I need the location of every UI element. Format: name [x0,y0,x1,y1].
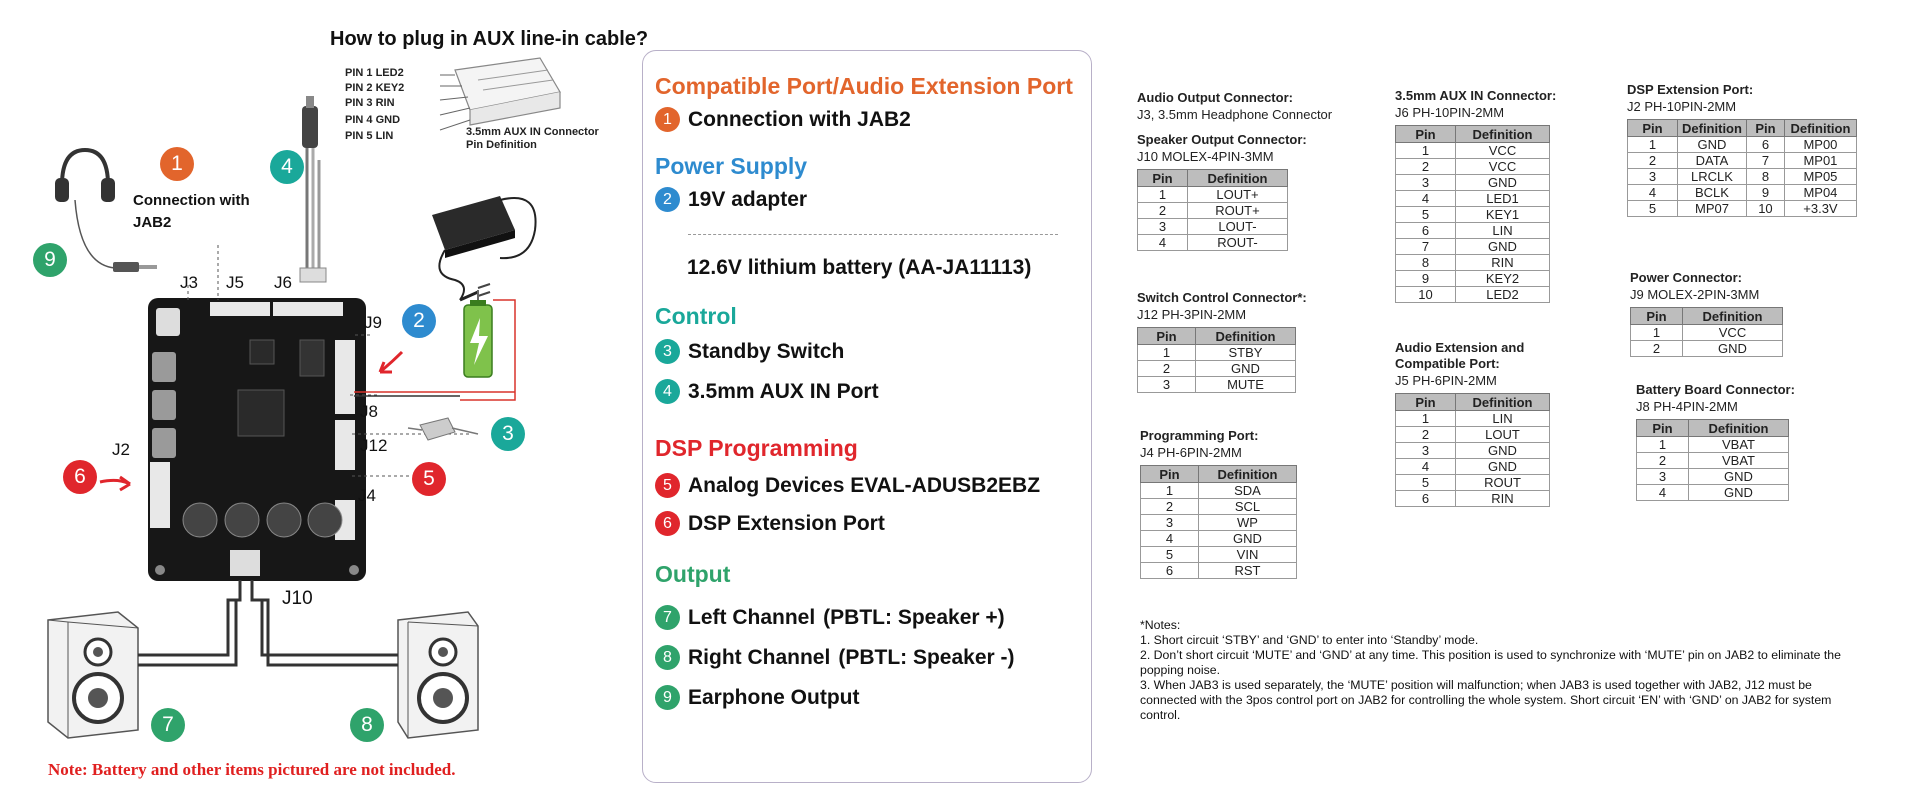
block-title: DSP Extension Port: [1627,82,1754,97]
legend-heading-control: Control [655,303,737,329]
legend-item-7 [655,605,1005,630]
table-row [1396,175,1550,191]
table-row [1628,185,1857,201]
badge-1: 1 [160,147,194,181]
aux-cable-icon [300,96,326,282]
left-speaker-icon [48,612,138,738]
table-cell: GND [1196,361,1296,377]
table-header-cell: Pin [1631,308,1683,325]
table-row [1138,361,1296,377]
table-cell: 1 [1628,137,1678,153]
table-cell: 6 [1396,223,1456,239]
table-cell: 4 [1637,485,1689,501]
table-row [1396,223,1550,239]
bottom-note: Note: Battery and other items pictured are not included. [48,760,456,779]
table-header-cell: Definition [1196,328,1296,345]
aux-pin-label: PIN 3 RIN [345,97,395,109]
table-cell: 4 [1396,191,1456,207]
table-row [1396,411,1550,427]
table-row [1138,203,1288,219]
block-title: Audio Output Connector: [1137,90,1293,105]
table-row [1628,201,1857,217]
label-j8: J8 [360,402,378,421]
legend-item-8 [655,645,1015,670]
table-header-cell: Pin [1138,170,1188,187]
block-title: Battery Board Connector: [1636,382,1795,397]
battery-board-block [1636,382,1795,501]
block-title: Power Connector: [1630,270,1742,285]
table-row [1396,255,1550,271]
legend-item-1 [655,107,911,132]
dsp-extension-block [1627,82,1857,217]
table-cell: 10 [1396,287,1456,303]
badge-8: 8 [350,708,384,742]
table-cell: 5 [1396,207,1456,223]
table-row [1396,239,1550,255]
table-cell: 5 [1628,201,1678,217]
aux-pin-label: PIN 4 GND [345,114,401,126]
table-cell: 1 [1637,437,1689,453]
wiring-diagram [0,0,650,800]
table-cell: GND [1689,485,1789,501]
legend-num: 4 [655,379,680,404]
legend-num: 1 [655,107,680,132]
table-cell: LRCLK [1678,169,1747,185]
table-cell: +3.3V [1784,201,1856,217]
block-title: Programming Port: [1140,428,1259,443]
table-row [1141,531,1297,547]
table-cell: 2 [1138,203,1188,219]
table-cell: 3 [1396,443,1456,459]
aux-pin-label: PIN 1 LED2 [345,67,404,79]
legend-label: 19V adapter [688,187,808,211]
legend-item-2b [687,256,1031,280]
table-cell: LIN [1456,223,1550,239]
power-connector-block [1630,270,1783,357]
label-j3: J3 [180,273,198,292]
legend-item-6 [655,511,885,536]
legend-item-4 [655,379,879,404]
table-cell: 5 [1141,547,1199,563]
pin-table [1140,465,1297,579]
table-header-row [1141,466,1297,483]
label-j2: J2 [112,440,130,459]
block-title: 3.5mm AUX IN Connector: [1395,88,1557,103]
table-row [1141,499,1297,515]
legend-sublabel: (PBTL: Speaker +) [823,605,1005,629]
table-cell: 6 [1141,563,1199,579]
table-cell: 4 [1628,185,1678,201]
aux-in-block [1395,88,1556,303]
table-cell: VIN [1199,547,1297,563]
legend-heading-output: Output [655,561,731,587]
table-header-cell: Definition [1784,120,1856,137]
legend-num: 5 [655,473,680,498]
aux-title: How to plug in AUX line-in cable? [330,28,649,50]
table-header-row [1628,120,1857,137]
table-cell: SCL [1199,499,1297,515]
table-cell: 7 [1746,153,1784,169]
table-header-row [1396,394,1550,411]
table-cell: 10 [1746,201,1784,217]
legend-label: Analog Devices EVAL-ADUSB2EBZ [688,473,1041,497]
table-cell: 2 [1631,341,1683,357]
table-row [1396,491,1550,507]
block-subtitle: J2 PH-10PIN-2MM [1627,99,1737,114]
block-title: Speaker Output Connector: [1137,132,1307,147]
legend-label: 12.6V lithium battery (AA-JA11113) [687,256,1032,279]
table-header-row [1396,126,1550,143]
table-cell: 6 [1746,137,1784,153]
legend-num: 8 [655,645,680,670]
table-row [1138,377,1296,393]
table-row [1628,137,1857,153]
table-cell: LOUT+ [1188,187,1288,203]
table-header-cell: Pin [1628,120,1678,137]
table-cell: VBAT [1689,453,1789,469]
legend-num: 9 [655,685,680,710]
table-header-cell: Pin [1746,120,1784,137]
aux-pin-label: PIN 5 LIN [345,130,394,142]
notes-heading: *Notes: [1140,618,1181,632]
badge-2: 2 [402,304,436,338]
connection-line1: Connection with [133,192,250,209]
pin-table [1630,307,1783,357]
table-cell: DATA [1678,153,1747,169]
table-cell: SDA [1199,483,1297,499]
table-cell: WP [1199,515,1297,531]
table-cell: 2 [1396,427,1456,443]
table-cell: GND [1678,137,1747,153]
table-cell: LOUT- [1188,219,1288,235]
table-cell: GND [1689,469,1789,485]
badge-9: 9 [33,243,67,277]
aux-pin-label: PIN 2 KEY2 [345,82,405,94]
legend-label: Connection with JAB2 [688,107,911,131]
connection-line2: JAB2 [133,214,172,231]
badge-6: 6 [63,460,97,494]
table-cell: 7 [1396,239,1456,255]
table-header-cell: Pin [1396,394,1456,411]
table-cell: LED1 [1456,191,1550,207]
table-row [1138,345,1296,361]
table-cell: 9 [1396,271,1456,287]
table-header-row [1138,328,1296,345]
note-3: 3. When JAB3 is used separately, the ‘MUTE’ position will malfunction; when JAB3 is used together with JAB2, J12 must be connected with the 3pos control port on JAB2 for controlling the whole system. Short circuit ‘EN’ with ‘GND’ on JAB2 for system control. [1140,678,1832,722]
table-row [1396,475,1550,491]
table-header-cell: Definition [1689,420,1789,437]
legend-label: 3.5mm AUX IN Port [688,379,879,403]
table-header-row [1138,170,1288,187]
table-cell: 1 [1141,483,1199,499]
badge-3: 3 [491,417,525,451]
table-row [1637,485,1789,501]
legend-label: Standby Switch [688,339,845,363]
table-cell: VCC [1456,159,1550,175]
table-cell: MUTE [1196,377,1296,393]
legend-item-2 [655,187,807,212]
legend-item-3 [655,339,844,364]
label-j4: J4 [358,486,376,505]
legend-heading-power: Power Supply [655,153,808,179]
table-cell: 1 [1138,187,1188,203]
label-j12: J12 [360,436,388,455]
table-cell: 4 [1138,235,1188,251]
table-header-cell: Pin [1138,328,1196,345]
table-cell: GND [1199,531,1297,547]
legend-label: DSP Extension Port [688,511,885,535]
table-cell: 3 [1396,175,1456,191]
block-subtitle: J9 MOLEX-2PIN-3MM [1630,287,1760,302]
block-subtitle: J8 PH-4PIN-2MM [1636,399,1738,414]
note-2: 2. Don’t short circuit ‘MUTE’ and ‘GND’ at any time. This position is used to synchronize with ‘MUTE’ pin on JAB2 to eliminate the popping noise. [1140,648,1841,677]
table-row [1396,427,1550,443]
note-1: 1. Short circuit ‘STBY’ and ‘GND’ to enter into ‘Standby’ mode. [1140,633,1479,647]
table-cell: 9 [1746,185,1784,201]
badge-5: 5 [412,462,446,496]
table-cell: STBY [1196,345,1296,361]
block-subtitle: J12 PH-3PIN-2MM [1137,307,1247,322]
table-header-cell: Definition [1199,466,1297,483]
table-cell: 1 [1138,345,1196,361]
aux-pin-definition-caption [466,126,599,152]
table-cell: MP07 [1678,201,1747,217]
legend-num: 2 [655,187,680,212]
label-j10: J10 [282,588,313,609]
block-title: Switch Control Connector*: [1137,290,1307,305]
table-cell: VCC [1456,143,1550,159]
programming-port-block [1140,428,1297,579]
table-cell: 1 [1396,143,1456,159]
table-row [1141,547,1297,563]
table-cell: 8 [1746,169,1784,185]
table-header-cell: Pin [1141,466,1199,483]
pin-table [1137,169,1288,251]
table-row [1628,153,1857,169]
table-cell: GND [1456,175,1550,191]
table-cell: 8 [1396,255,1456,271]
table-header-cell: Pin [1637,420,1689,437]
legend-label: Left Channel [688,605,816,629]
switch-control-block [1137,290,1307,393]
table-row [1637,437,1789,453]
legend-num: 3 [655,339,680,364]
diagram-graphics [0,0,650,800]
legend-divider [688,234,1058,235]
table-cell: 3 [1138,219,1188,235]
table-cell: GND [1456,459,1550,475]
pin-table [1395,393,1550,507]
table-row [1631,325,1783,341]
table-cell: KEY1 [1456,207,1550,223]
table-cell: GND [1683,341,1783,357]
table-cell: 2 [1141,499,1199,515]
table-row [1141,483,1297,499]
table-cell: 2 [1396,159,1456,175]
table-row [1637,453,1789,469]
table-cell: 2 [1637,453,1689,469]
table-cell: 3 [1628,169,1678,185]
table-cell: GND [1456,443,1550,459]
pin-table [1627,119,1857,217]
power-adapter-icon [432,196,536,300]
table-row [1628,169,1857,185]
table-row [1631,341,1783,357]
table-row [1396,159,1550,175]
legend-heading-compatible: Compatible Port/Audio Extension Port [655,73,1073,99]
table-cell: 6 [1396,491,1456,507]
table-row [1396,207,1550,223]
table-row [1396,459,1550,475]
table-cell: LIN [1456,411,1550,427]
table-cell: 4 [1396,459,1456,475]
legend-item-5 [655,473,1040,498]
table-row [1396,191,1550,207]
pin-table [1395,125,1550,303]
table-header-row [1631,308,1783,325]
table-row [1396,443,1550,459]
table-cell: 3 [1138,377,1196,393]
table-cell: RIN [1456,255,1550,271]
table-cell: RST [1199,563,1297,579]
table-cell: 2 [1138,361,1196,377]
table-cell: ROUT [1456,475,1550,491]
table-cell: BCLK [1678,185,1747,201]
table-header-cell: Definition [1456,126,1550,143]
legend-num: 7 [655,605,680,630]
table-cell: VCC [1683,325,1783,341]
table-cell: 1 [1631,325,1683,341]
table-row [1141,515,1297,531]
legend-label: Earphone Output [688,685,860,709]
table-cell: ROUT+ [1188,203,1288,219]
legend-num: 6 [655,511,680,536]
aux-def-line1: 3.5mm AUX IN Connector [466,126,599,138]
table-cell: LED2 [1456,287,1550,303]
table-row [1138,187,1288,203]
legend-panel [642,50,1092,783]
amplifier-board-icon [148,298,366,581]
table-cell: 3 [1141,515,1199,531]
speaker-cables [138,580,398,665]
pin-table [1636,419,1789,501]
table-cell: KEY2 [1456,271,1550,287]
table-row [1141,563,1297,579]
block-title: Audio Extension and [1395,340,1525,355]
badge-4: 4 [270,150,304,184]
table-row [1138,219,1288,235]
table-cell: VBAT [1689,437,1789,453]
table-cell: ROUT- [1188,235,1288,251]
table-header-cell: Definition [1678,120,1747,137]
table-cell: 2 [1628,153,1678,169]
table-header-row [1637,420,1789,437]
table-cell: MP04 [1784,185,1856,201]
speaker-output-block [1137,132,1307,251]
table-row [1396,271,1550,287]
aux-def-line2: Pin Definition [466,139,537,151]
table-cell: RIN [1456,491,1550,507]
table-header-cell: Pin [1396,126,1456,143]
pin-table [1137,327,1296,393]
table-header-cell: Definition [1188,170,1288,187]
legend-sublabel: (PBTL: Speaker -) [838,645,1015,669]
table-row [1396,143,1550,159]
table-cell: MP01 [1784,153,1856,169]
table-cell: GND [1456,239,1550,255]
label-j6: J6 [274,273,292,292]
badge-7: 7 [151,708,185,742]
table-row [1396,287,1550,303]
block-subtitle: J4 PH-6PIN-2MM [1140,445,1242,460]
legend-heading-dsp: DSP Programming [655,435,858,461]
table-cell: 5 [1396,475,1456,491]
block-subtitle: J3, 3.5mm Headphone Connector [1137,107,1333,122]
table-header-cell: Definition [1683,308,1783,325]
table-row [1637,469,1789,485]
table-cell: 3 [1637,469,1689,485]
label-j9: J9 [364,313,382,332]
table-header-cell: Definition [1456,394,1550,411]
switch-connector-icon [408,418,478,440]
block-subtitle: J5 PH-6PIN-2MM [1395,373,1497,388]
notes-section [1140,618,1870,723]
block-title-2: Compatible Port: [1395,356,1500,371]
connection-caption [133,190,250,234]
table-row [1138,235,1288,251]
audio-extension-block [1395,340,1550,507]
right-speaker-icon [398,612,478,738]
legend-item-9 [655,685,860,710]
block-subtitle: J6 PH-10PIN-2MM [1395,105,1505,120]
label-j5: J5 [226,273,244,292]
legend-label: Right Channel [688,645,831,669]
table-cell: MP00 [1784,137,1856,153]
audio-output-block [1137,90,1332,123]
battery-icon [460,290,515,400]
aux-connector-icon [440,58,560,130]
table-cell: LOUT [1456,427,1550,443]
table-cell: MP05 [1784,169,1856,185]
block-subtitle: J10 MOLEX-4PIN-3MM [1137,149,1274,164]
table-cell: 4 [1141,531,1199,547]
table-cell: 1 [1396,411,1456,427]
